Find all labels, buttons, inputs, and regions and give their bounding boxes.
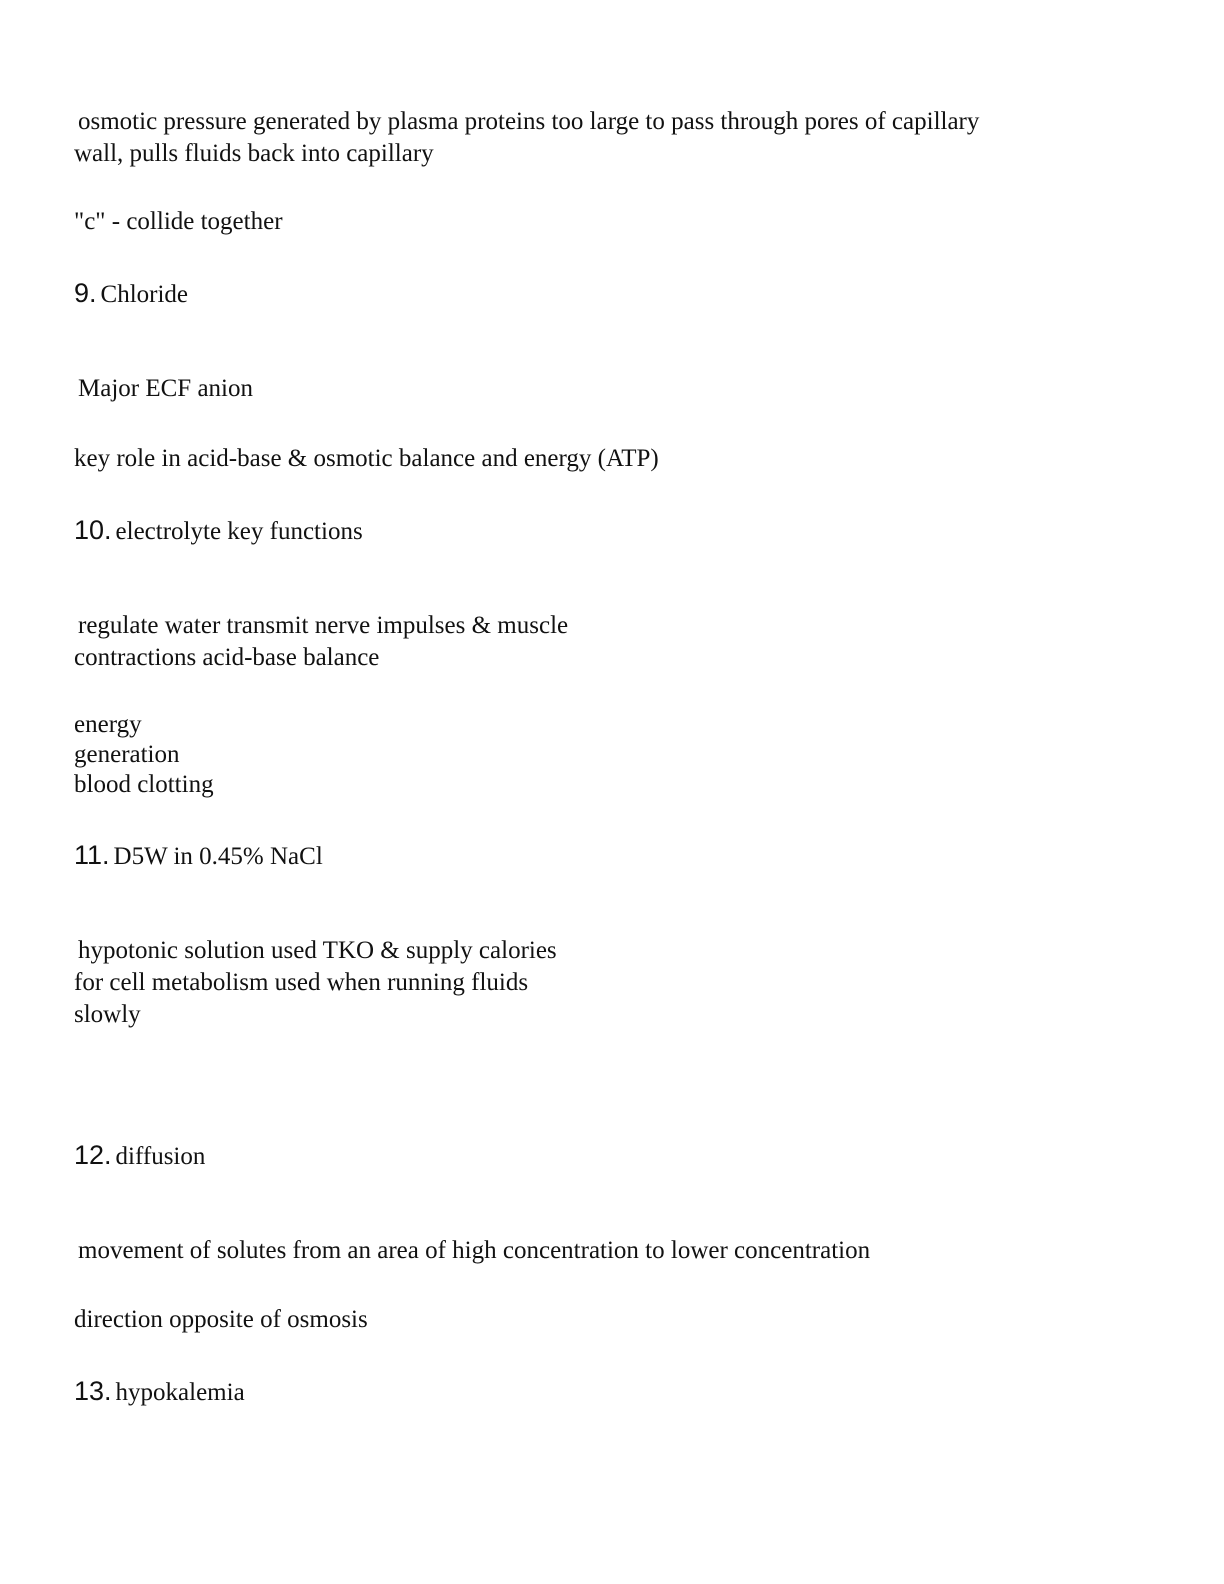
definition-line: key role in acid-base & osmotic balance and energy (ATP) — [74, 445, 659, 472]
definition-line: osmotic pressure generated by plasma proteins too large to pass through pores of capillary — [78, 108, 980, 135]
term-12 — [74, 1140, 205, 1175]
term-number: 10. — [74, 515, 112, 545]
term-text: electrolyte key functions — [115, 518, 363, 545]
term-number: 13. — [74, 1376, 112, 1406]
definition-line: hypotonic solution used TKO & supply calories — [78, 937, 557, 964]
definition-line: generation — [74, 741, 180, 768]
term-number: 11. — [74, 840, 110, 870]
definition-line: regulate water transmit nerve impulses & muscle — [78, 612, 569, 639]
term-13 — [74, 1376, 245, 1411]
definition-line: "c" - collide together — [74, 208, 283, 235]
term-10 — [74, 515, 363, 550]
definition-line: Major ECF anion — [78, 375, 253, 402]
definition-line: wall, pulls fluids back into capillary — [74, 140, 434, 167]
term-number: 9. — [74, 278, 97, 308]
definition-line: direction opposite of osmosis — [74, 1306, 368, 1333]
term-text: hypokalemia — [115, 1379, 245, 1406]
term-number: 12. — [74, 1140, 112, 1170]
definition-line: blood clotting — [74, 771, 214, 798]
definition-line: slowly — [74, 1001, 141, 1028]
term-text: D5W in 0.45% NaCl — [113, 843, 323, 870]
term-text: diffusion — [115, 1143, 206, 1170]
definition-line: for cell metabolism used when running fluids — [74, 969, 529, 996]
term-11 — [74, 840, 323, 875]
definition-line: contractions acid-base balance — [74, 644, 380, 671]
definition-line: energy — [74, 711, 142, 738]
term-9 — [74, 278, 188, 313]
definition-line: movement of solutes from an area of high concentration to lower concentration — [78, 1237, 871, 1264]
term-text: Chloride — [100, 281, 189, 308]
